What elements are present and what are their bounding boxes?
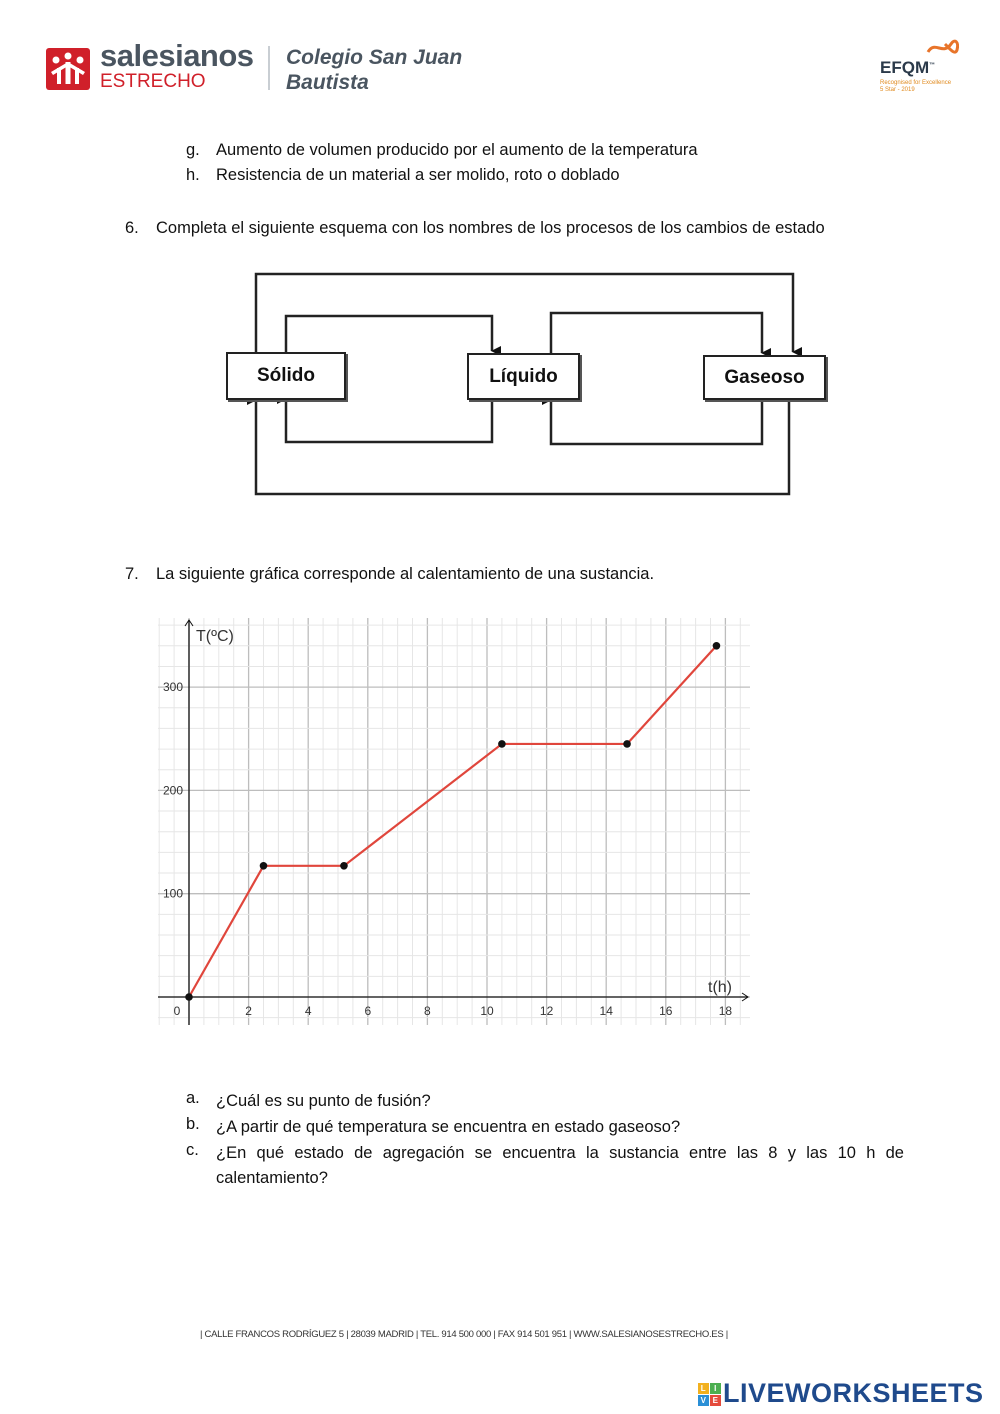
item-text: Resistencia de un material a ser molido, roto o doblado — [216, 166, 620, 184]
logo-letter: V — [698, 1395, 709, 1406]
data-point — [260, 862, 268, 870]
data-point — [623, 740, 631, 748]
item-letter: b. — [186, 1115, 200, 1133]
x-tick-label: 6 — [364, 1004, 372, 1018]
item-text: ¿En qué estado de agregación se encuentra la sustancia entre las 8 y las 10 h de calentamiento? — [216, 1144, 904, 1187]
x-axis-label: t(h) — [708, 979, 732, 996]
efqm-line2: 5 Star - 2019 — [880, 87, 915, 93]
subquestion-c — [186, 1141, 904, 1187]
item-letter: g. — [186, 141, 200, 159]
item-text: ¿A partir de qué temperatura se encuentra en estado gaseoso? — [216, 1118, 681, 1136]
watermark-text: LIVEWORKSHEETS — [723, 1378, 984, 1408]
college-line2: Bautista — [286, 71, 369, 94]
data-point — [713, 642, 721, 650]
college-line1: Colegio San Juan — [286, 46, 463, 69]
logo-letter: E — [710, 1395, 721, 1406]
state-box-liquid: Líquido — [467, 353, 580, 400]
series-line — [189, 646, 716, 997]
efqm-tm: ™ — [929, 62, 936, 69]
item-letter: h. — [186, 166, 200, 184]
efqm-line1: Recognised for Excellence — [880, 80, 952, 86]
x-tick-label: 10 — [480, 1004, 494, 1018]
x-tick-label: 18 — [718, 1004, 733, 1018]
state-box-solid: Sólido — [226, 352, 346, 400]
subquestion-b — [186, 1115, 681, 1136]
item-text: ¿Cuál es su punto de fusión? — [216, 1092, 431, 1110]
data-point — [340, 862, 348, 870]
liveworksheets-watermark — [698, 1378, 984, 1409]
y-tick-label: 300 — [162, 680, 183, 695]
question-number: 6. — [125, 219, 139, 237]
x-tick-label: 12 — [539, 1004, 554, 1018]
question-number: 7. — [125, 565, 139, 583]
brand-name: salesianos — [100, 38, 254, 73]
data-point — [498, 740, 506, 748]
logo-letter: L — [698, 1383, 709, 1394]
x-tick-label: 4 — [304, 1004, 312, 1018]
efqm-text: EFQM — [880, 58, 930, 77]
x-tick-label: 8 — [424, 1004, 431, 1018]
x-tick-label: 16 — [659, 1004, 673, 1018]
liveworksheets-logo-icon — [698, 1383, 721, 1406]
y-tick-label: 100 — [162, 886, 183, 901]
item-text: Aumento de volumen producido por el aumento de la temperatura — [216, 141, 698, 159]
question-text: La siguiente gráfica corresponde al calentamiento de una sustancia. — [156, 565, 655, 583]
subquestion-a — [186, 1089, 431, 1110]
data-point — [185, 993, 193, 1001]
item-letter: c. — [186, 1141, 199, 1159]
item-letter: a. — [186, 1089, 200, 1107]
footer-address: | CALLE FRANCOS RODRÍGUEZ 5 | 28039 MADRID | TEL. 914 500 000 | FAX 914 501 951 | WWW.SALESIANOSESTRECHO.ES | — [200, 1329, 728, 1340]
y-tick-label: 200 — [162, 783, 183, 798]
x-tick-label: 2 — [245, 1004, 252, 1018]
x-tick-label: 14 — [599, 1004, 613, 1018]
x-tick-label: 0 — [173, 1004, 181, 1018]
y-axis-label: T(ºC) — [196, 628, 234, 645]
state-box-gas: Gaseoso — [703, 355, 826, 400]
logo-letter: I — [710, 1383, 721, 1394]
question-text: Completa el siguiente esquema con los nombres de los procesos de los cambios de estado — [156, 219, 825, 237]
brand-sub: ESTRECHO — [100, 71, 206, 92]
